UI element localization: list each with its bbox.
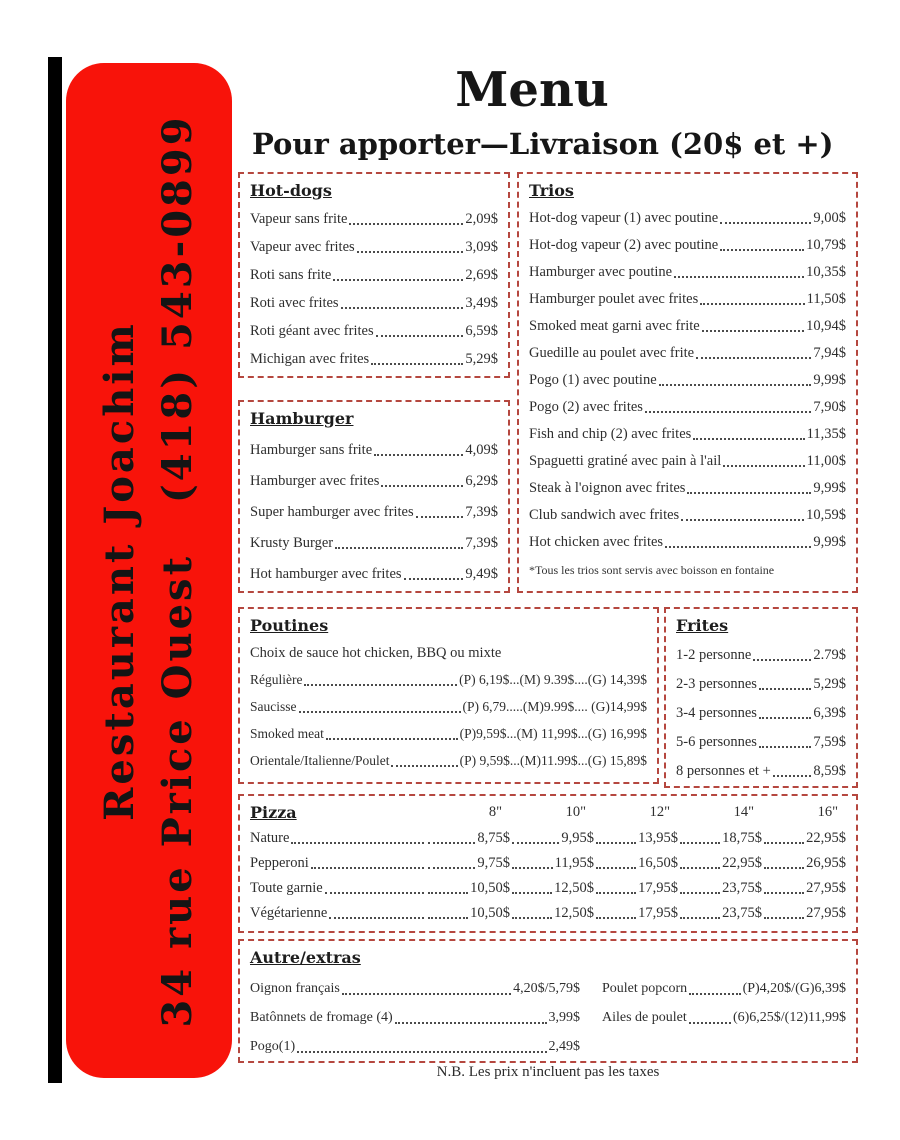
pizza-price-cell	[594, 828, 678, 848]
item-price: 8,59$	[813, 763, 846, 779]
item-name: Smoked meat garni avec frite	[529, 318, 700, 334]
dotted-leader	[428, 917, 468, 919]
dotted-leader	[693, 438, 804, 440]
item-name: Spaguetti gratiné avec pain à l'ail	[529, 453, 722, 469]
item-price: 7,90$	[813, 399, 846, 415]
item-name: Toute garnie	[250, 880, 323, 896]
dotted-leader	[596, 842, 636, 844]
section-poutines	[238, 607, 659, 784]
item-price: 9,99$	[813, 480, 846, 496]
dotted-leader	[326, 738, 458, 740]
item-price: 12,50$	[554, 880, 594, 896]
pizza-item-row	[250, 853, 846, 873]
item-price: 10,50$	[470, 880, 510, 896]
dotted-leader	[297, 1051, 546, 1053]
section-title-poutines: Poutines	[250, 616, 329, 635]
item-name: Poulet popcorn	[602, 981, 688, 996]
item-name: Hot hamburger avec frites	[250, 566, 402, 582]
dotted-leader	[696, 357, 811, 359]
item-price: 26,95$	[806, 855, 846, 871]
dotted-leader	[720, 249, 804, 251]
item-price: (P) 6,79.....(M)9.99$.... (G)14,99$	[462, 699, 647, 714]
dotted-leader	[304, 684, 457, 686]
pizza-price-cell	[594, 853, 678, 873]
dotted-leader	[311, 867, 424, 869]
dotted-leader	[680, 917, 720, 919]
dotted-leader	[680, 842, 720, 844]
dotted-leader	[680, 892, 720, 894]
item-price: 18,75$	[722, 830, 762, 846]
item-price: 16,50$	[638, 855, 678, 871]
item-price: 9,95$	[561, 830, 594, 846]
poutines-list	[250, 670, 647, 771]
item-price: 8,75$	[477, 830, 510, 846]
restaurant-name: Restaurant Joachim	[96, 320, 143, 821]
pizza-price-cell	[678, 903, 762, 923]
left-black-bar	[48, 57, 62, 1083]
menu-item-row	[676, 732, 846, 752]
item-price: (P)4,20$/(G)6,39$	[742, 981, 846, 996]
poutines-sauce-note: Choix de sauce hot chicken, BBQ ou mixte	[250, 645, 502, 661]
dotted-leader	[395, 1022, 547, 1024]
item-name: Vapeur sans frite	[250, 211, 348, 227]
menu-item-row	[250, 237, 498, 257]
menu-item-row	[250, 979, 580, 999]
item-name: Roti sans frite	[250, 267, 332, 283]
item-price: 4,09$	[465, 442, 498, 458]
item-price: 3,49$	[465, 295, 498, 311]
menu-item-row	[250, 1037, 580, 1057]
section-title-extras: Autre/extras	[250, 948, 361, 967]
pizza-size-header: 8"	[488, 804, 502, 820]
item-name: Saucisse	[250, 699, 297, 714]
item-price: 2.79$	[813, 647, 846, 663]
menu-item-row	[250, 321, 498, 341]
menu-item-row	[602, 979, 846, 999]
item-price: 11,50$	[806, 291, 846, 307]
pizza-price-cell	[426, 878, 510, 898]
item-price: 6,39$	[813, 705, 846, 721]
item-name: Pogo (2) avec frites	[529, 399, 643, 415]
item-price: 27,95$	[806, 905, 846, 921]
dotted-leader	[299, 711, 461, 713]
item-name: 8 personnes et +	[676, 763, 771, 779]
pizza-price-cell	[510, 878, 594, 898]
pizza-name-cell	[250, 853, 426, 873]
item-name: Roti géant avec frites	[250, 323, 374, 339]
item-price: 10,79$	[806, 237, 846, 253]
pizza-price-cell	[426, 853, 510, 873]
item-name: Batônnets de fromage (4)	[250, 1010, 393, 1025]
menu-item-row	[529, 478, 846, 498]
item-name: Hamburger avec poutine	[529, 264, 673, 280]
item-price: 27,95$	[806, 880, 846, 896]
item-name: Hot-dog vapeur (1) avec poutine	[529, 210, 719, 226]
dotted-leader	[764, 917, 804, 919]
item-price: 7,39$	[465, 504, 498, 520]
item-price: 9,75$	[477, 855, 510, 871]
menu-item-row	[529, 343, 846, 363]
item-name: Régulière	[250, 672, 303, 687]
dotted-leader	[596, 892, 636, 894]
dotted-leader	[291, 842, 424, 844]
pizza-name-cell	[250, 828, 426, 848]
item-price: 9,99$	[813, 372, 846, 388]
item-name: Roti avec frites	[250, 295, 339, 311]
item-name: Hamburger avec frites	[250, 473, 380, 489]
pizza-item-row	[250, 828, 846, 848]
banner-rotated-text	[91, 114, 207, 1027]
dotted-leader	[341, 307, 464, 309]
item-price: 6,59$	[465, 323, 498, 339]
section-trios	[517, 172, 858, 593]
dotted-leader	[689, 993, 740, 995]
pizza-price-cell	[678, 878, 762, 898]
section-extras	[238, 939, 858, 1063]
section-frites	[664, 607, 858, 788]
item-price: 11,00$	[806, 453, 846, 469]
menu-item-row	[529, 451, 846, 471]
dotted-leader	[342, 993, 511, 995]
item-price: 11,95$	[554, 855, 594, 871]
section-hot-dogs	[238, 172, 510, 378]
dotted-leader	[596, 917, 636, 919]
pizza-price-cell	[678, 828, 762, 848]
item-name: Super hamburger avec frites	[250, 504, 414, 520]
pizza-size-header: 14"	[733, 804, 754, 820]
dotted-leader	[329, 917, 424, 919]
item-price: 7,94$	[813, 345, 846, 361]
item-name: 2-3 personnes	[676, 676, 757, 692]
dotted-leader	[702, 330, 804, 332]
item-name: Club sandwich avec frites	[529, 507, 680, 523]
pizza-name-cell	[250, 903, 426, 923]
menu-item-row	[676, 703, 846, 723]
pizza-price-cell	[762, 853, 846, 873]
item-price: (6)6,25$/(12)11,99$	[732, 1010, 846, 1025]
dotted-leader	[335, 547, 463, 549]
menu-item-row	[250, 724, 647, 744]
menu-item-row	[676, 674, 846, 694]
item-name: Smoked meat	[250, 726, 324, 741]
item-price: 2,09$	[465, 211, 498, 227]
hot-dogs-list	[250, 209, 498, 369]
dotted-leader	[404, 578, 464, 580]
item-name: Hamburger poulet avec frites	[529, 291, 699, 307]
section-title-trios: Trios	[529, 181, 574, 200]
dotted-leader	[416, 516, 464, 518]
item-price: 7,39$	[465, 535, 498, 551]
pizza-size-header: 12"	[649, 804, 670, 820]
dotted-leader	[759, 717, 811, 719]
menu-item-row	[250, 502, 498, 522]
dotted-leader	[764, 842, 804, 844]
pizza-price-cell	[762, 878, 846, 898]
section-title-hot-dogs: Hot-dogs	[250, 181, 332, 200]
dotted-leader	[659, 384, 812, 386]
pizza-size-header: 16"	[817, 804, 838, 820]
menu-item-row	[250, 293, 498, 313]
dotted-leader	[596, 867, 636, 869]
item-price: 22,95$	[722, 855, 762, 871]
item-price: 3,99$	[548, 1010, 580, 1025]
pizza-list	[250, 828, 846, 923]
frites-list	[676, 645, 846, 781]
item-price: 3,09$	[465, 239, 498, 255]
item-price: 17,95$	[638, 905, 678, 921]
menu-item-row	[250, 1008, 580, 1028]
item-price: 5,29$	[813, 676, 846, 692]
dotted-leader	[674, 276, 804, 278]
menu-item-row	[676, 645, 846, 665]
page-title: Menu	[455, 62, 609, 118]
hamburger-list	[250, 440, 498, 584]
section-hamburger	[238, 400, 510, 593]
dotted-leader	[333, 279, 463, 281]
dotted-leader	[357, 251, 464, 253]
menu-item-row	[529, 532, 846, 552]
dotted-leader	[687, 492, 811, 494]
item-price: 9,49$	[465, 566, 498, 582]
item-price: 17,95$	[638, 880, 678, 896]
menu-item-row	[529, 235, 846, 255]
item-name: Steak à l'oignon avec frites	[529, 480, 686, 496]
section-title-hamburger: Hamburger	[250, 409, 354, 428]
item-price: 23,75$	[722, 880, 762, 896]
menu-item-row	[250, 209, 498, 229]
dotted-leader	[376, 335, 464, 337]
dotted-leader	[371, 363, 463, 365]
pizza-price-cell	[762, 828, 846, 848]
pizza-price-cell	[426, 903, 510, 923]
item-name: Fish and chip (2) avec frites	[529, 426, 692, 442]
dotted-leader	[759, 746, 811, 748]
item-name: Pogo(1)	[250, 1039, 296, 1054]
pizza-price-cell	[426, 828, 510, 848]
menu-item-row	[250, 697, 647, 717]
menu-item-row	[250, 564, 498, 584]
item-name: Michigan avec frites	[250, 351, 370, 367]
dotted-leader	[680, 867, 720, 869]
pizza-price-cell	[510, 828, 594, 848]
menu-item-row	[250, 670, 647, 690]
dotted-leader	[381, 485, 463, 487]
restaurant-address-phone: 34 rue Price Ouest (418) 543-0899	[154, 113, 201, 1028]
dotted-leader	[723, 465, 804, 467]
restaurant-banner	[66, 63, 232, 1078]
item-price: 11,35$	[806, 426, 846, 442]
item-price: 2,49$	[548, 1039, 580, 1054]
dotted-leader	[391, 765, 457, 767]
dotted-leader	[512, 892, 552, 894]
item-price: 4,20$/5,79$	[513, 981, 580, 996]
item-name: Pepperoni	[250, 855, 309, 871]
trios-note: *Tous les trios sont servis avec boisson en fontaine	[529, 563, 775, 577]
item-name: Orientale/Italienne/Poulet	[250, 753, 390, 768]
item-price: 9,99$	[813, 534, 846, 550]
pizza-price-cell	[510, 853, 594, 873]
dotted-leader	[764, 867, 804, 869]
item-name: Vapeur avec frites	[250, 239, 355, 255]
item-name: Nature	[250, 830, 290, 846]
item-price: 22,95$	[806, 830, 846, 846]
item-name: 1-2 personne	[676, 647, 752, 663]
dotted-leader	[325, 892, 424, 894]
dotted-leader	[759, 688, 811, 690]
item-name: Hot chicken avec frites	[529, 534, 664, 550]
menu-item-row	[602, 1008, 846, 1028]
menu-item-row	[250, 471, 498, 491]
item-price: (P) 6,19$...(M) 9.39$....(G) 14,39$	[459, 672, 647, 687]
item-name: Végétarienne	[250, 905, 328, 921]
section-title-frites: Frites	[676, 616, 729, 635]
pizza-item-row	[250, 903, 846, 923]
dotted-leader	[428, 867, 475, 869]
pizza-price-cell	[678, 853, 762, 873]
menu-item-row	[250, 440, 498, 460]
pizza-price-cell	[510, 903, 594, 923]
item-price: (P)9,59$...(M) 11,99$...(G) 16,99$	[459, 726, 647, 741]
item-price: 10,94$	[806, 318, 846, 334]
item-price: 12,50$	[554, 905, 594, 921]
menu-item-row	[529, 262, 846, 282]
item-name: Ailes de poulet	[602, 1010, 687, 1025]
menu-item-row	[250, 751, 647, 771]
item-name: 5-6 personnes	[676, 734, 757, 750]
tax-disclaimer: N.B. Les prix n'incluent pas les taxes	[436, 1064, 660, 1080]
menu-item-row	[676, 761, 846, 781]
dotted-leader	[665, 546, 811, 548]
dotted-leader	[512, 917, 552, 919]
item-name: Krusty Burger	[250, 535, 334, 551]
item-price: 10,35$	[806, 264, 846, 280]
item-price: 2,69$	[465, 267, 498, 283]
item-name: Oignon français	[250, 981, 340, 996]
item-name: Guedille au poulet avec frite	[529, 345, 695, 361]
item-name: Hot-dog vapeur (2) avec poutine	[529, 237, 719, 253]
dotted-leader	[428, 892, 468, 894]
dotted-leader	[689, 1022, 731, 1024]
pizza-name-cell	[250, 878, 426, 898]
dotted-leader	[700, 303, 804, 305]
extras-right-list	[602, 970, 846, 1057]
dotted-leader	[753, 659, 811, 661]
item-name: 3-4 personnes	[676, 705, 757, 721]
section-title-pizza: Pizza	[250, 803, 297, 822]
dotted-leader	[512, 867, 553, 869]
menu-item-row	[529, 397, 846, 417]
item-name: Pogo (1) avec poutine	[529, 372, 657, 388]
dotted-leader	[645, 411, 811, 413]
item-price: (P) 9,59$...(M)11.99$...(G) 15,89$	[459, 753, 647, 768]
item-price: 9,00$	[813, 210, 846, 226]
menu-item-row	[250, 533, 498, 553]
dotted-leader	[428, 842, 475, 844]
item-price: 7,59$	[813, 734, 846, 750]
dotted-leader	[764, 892, 804, 894]
item-price: 6,29$	[465, 473, 498, 489]
extras-left-list	[250, 970, 580, 1057]
dotted-leader	[773, 775, 812, 777]
pizza-price-cell	[594, 878, 678, 898]
dotted-leader	[681, 519, 804, 521]
item-price: 5,29$	[465, 351, 498, 367]
menu-item-row	[529, 289, 846, 309]
pizza-price-cell	[594, 903, 678, 923]
menu-item-row	[250, 265, 498, 285]
pizza-header-row	[250, 802, 846, 823]
dotted-leader	[512, 842, 559, 844]
item-price: 23,75$	[722, 905, 762, 921]
item-price: 10,59$	[806, 507, 846, 523]
menu-item-row	[529, 424, 846, 444]
extras-columns	[250, 970, 846, 1057]
section-pizza	[238, 794, 858, 933]
pizza-size-header: 10"	[565, 804, 586, 820]
item-price: 10,50$	[470, 905, 510, 921]
dotted-leader	[374, 454, 463, 456]
item-price: 13,95$	[638, 830, 678, 846]
menu-item-row	[250, 349, 498, 369]
menu-item-row	[529, 208, 846, 228]
trios-list	[529, 208, 846, 552]
menu-item-row	[529, 505, 846, 525]
menu-item-row	[529, 370, 846, 390]
pizza-item-row	[250, 878, 846, 898]
item-name: Hamburger sans frite	[250, 442, 373, 458]
menu-item-row	[529, 316, 846, 336]
page-subtitle: Pour apporter—Livraison (20$ et +)	[252, 127, 834, 161]
dotted-leader	[349, 223, 463, 225]
pizza-price-cell	[762, 903, 846, 923]
dotted-leader	[720, 222, 811, 224]
